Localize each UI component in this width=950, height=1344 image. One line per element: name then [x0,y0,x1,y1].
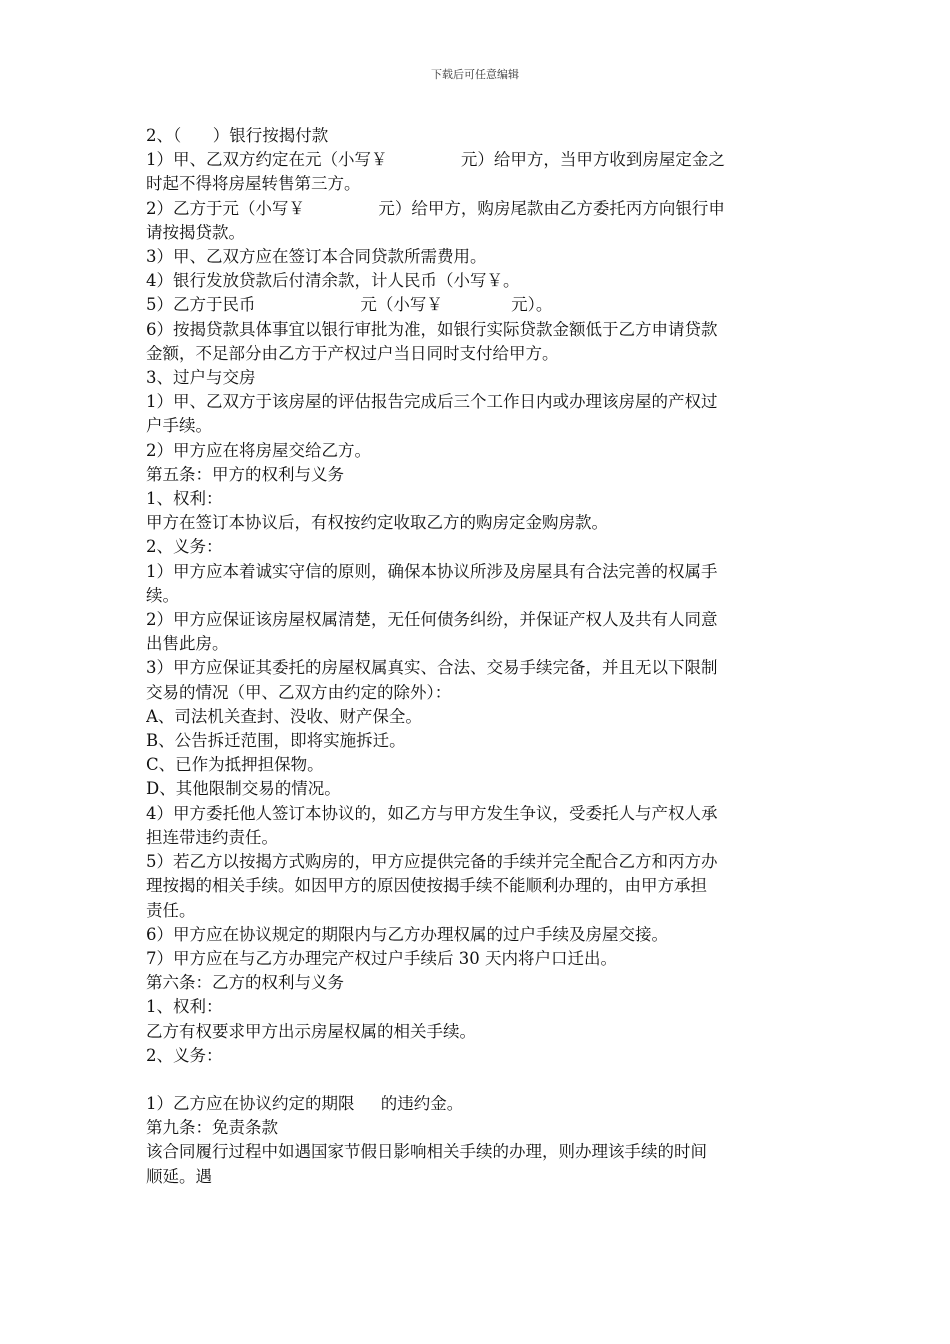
article-heading: 第九条：免责条款 [146,1118,278,1138]
text-line: 请按揭贷款。 [146,222,245,242]
text-line: 户手续。 [146,416,212,436]
text-line: 甲方在签订本协议后，有权按约定收取乙方的购房定金购房款。 [146,513,608,533]
text-line: 1）甲、乙双方于该房屋的评估报告完成后三个工作日内或办理该房屋的产权过 [146,392,718,412]
document-body [146,124,806,1189]
text-line: 出售此房。 [146,634,229,654]
section-heading: 3、过户与交房 [146,368,256,388]
text-line: 乙方有权要求甲方出示房屋权属的相关手续。 [146,1021,476,1041]
text-line: 2）甲方应保证该房屋权属清楚，无任何债务纠纷，并保证产权人及共有人同意 [146,610,718,630]
text-line: 3）甲、乙双方应在签订本合同贷款所需费用。 [146,247,487,267]
text-line: 该合同履行过程中如遇国家节假日影响相关手续的办理，则办理该手续的时间 [146,1142,707,1162]
text-line: 4）银行发放贷款后付清余款，计人民币（小写￥。 [146,271,520,291]
text-line: 理按揭的相关手续。如因甲方的原因使按揭手续不能顺利办理的，由甲方承担 [146,876,707,896]
list-item: A、司法机关查封、没收、财产保全。 [146,706,422,726]
text-line: 5）乙方于民币 元（小写￥ 元）。 [146,295,553,315]
section-heading: 2、义务： [146,537,223,557]
text-line: 1）甲、乙双方约定在元（小写￥ 元）给甲方，当甲方收到房屋定金之 [146,150,725,170]
text-line: 时起不得将房屋转售第三方。 [146,174,361,194]
text-line: 1）甲方应本着诚实守信的原则，确保本协议所涉及房屋具有合法完善的权属手 [146,561,718,581]
section-heading: 1、权利： [146,997,223,1017]
section-heading: 1、权利： [146,489,223,509]
list-item: B、公告拆迁范围，即将实施拆迁。 [146,731,406,751]
text-line: 交易的情况（甲、乙双方由约定的除外）： [146,682,452,702]
text-line: 6）甲方应在协议规定的期限内与乙方办理权属的过户手续及房屋交接。 [146,924,668,944]
text-line: 6）按揭贷款具体事宜以银行审批为准，如银行实际贷款金额低于乙方申请贷款 [146,319,718,339]
text-line: 责任。 [146,900,196,920]
text-line: 担连带违约责任。 [146,827,278,847]
text-line: 4）甲方委托他人签订本协议的，如乙方与甲方发生争议，受委托人与产权人承 [146,803,718,823]
article-heading: 第五条：甲方的权利与义务 [146,464,344,484]
text-line: 2）甲方应在将房屋交给乙方。 [146,440,371,460]
text-line: 金额，不足部分由乙方于产权过户当日同时支付给甲方。 [146,343,559,363]
text-line: 3）甲方应保证其委托的房屋权属真实、合法、交易手续完备，并且无以下限制 [146,658,718,678]
text-line: 顺延。遇 [146,1166,212,1186]
text-line: 7）甲方应在与乙方办理完产权过户手续后 30 天内将户口迁出。 [146,948,617,968]
blank-line [146,1068,806,1092]
text-line: 5）若乙方以按揭方式购房的，甲方应提供完备的手续并完全配合乙方和丙方办 [146,852,718,872]
article-heading: 第六条：乙方的权利与义务 [146,973,344,993]
list-item: D、其他限制交易的情况。 [146,779,341,799]
text-line: 1）乙方应在协议约定的期限 的违约金。 [146,1093,464,1113]
text-line: 2、（ ）银行按揭付款 [146,126,329,145]
section-heading: 2、义务： [146,1045,223,1065]
text-line: 2）乙方于元（小写￥ 元）给甲方，购房尾款由乙方委托丙方向银行申 [146,198,725,218]
list-item: C、已作为抵押担保物。 [146,755,324,775]
text-line: 续。 [146,585,179,605]
page-header: 下载后可任意编辑 [431,68,519,81]
